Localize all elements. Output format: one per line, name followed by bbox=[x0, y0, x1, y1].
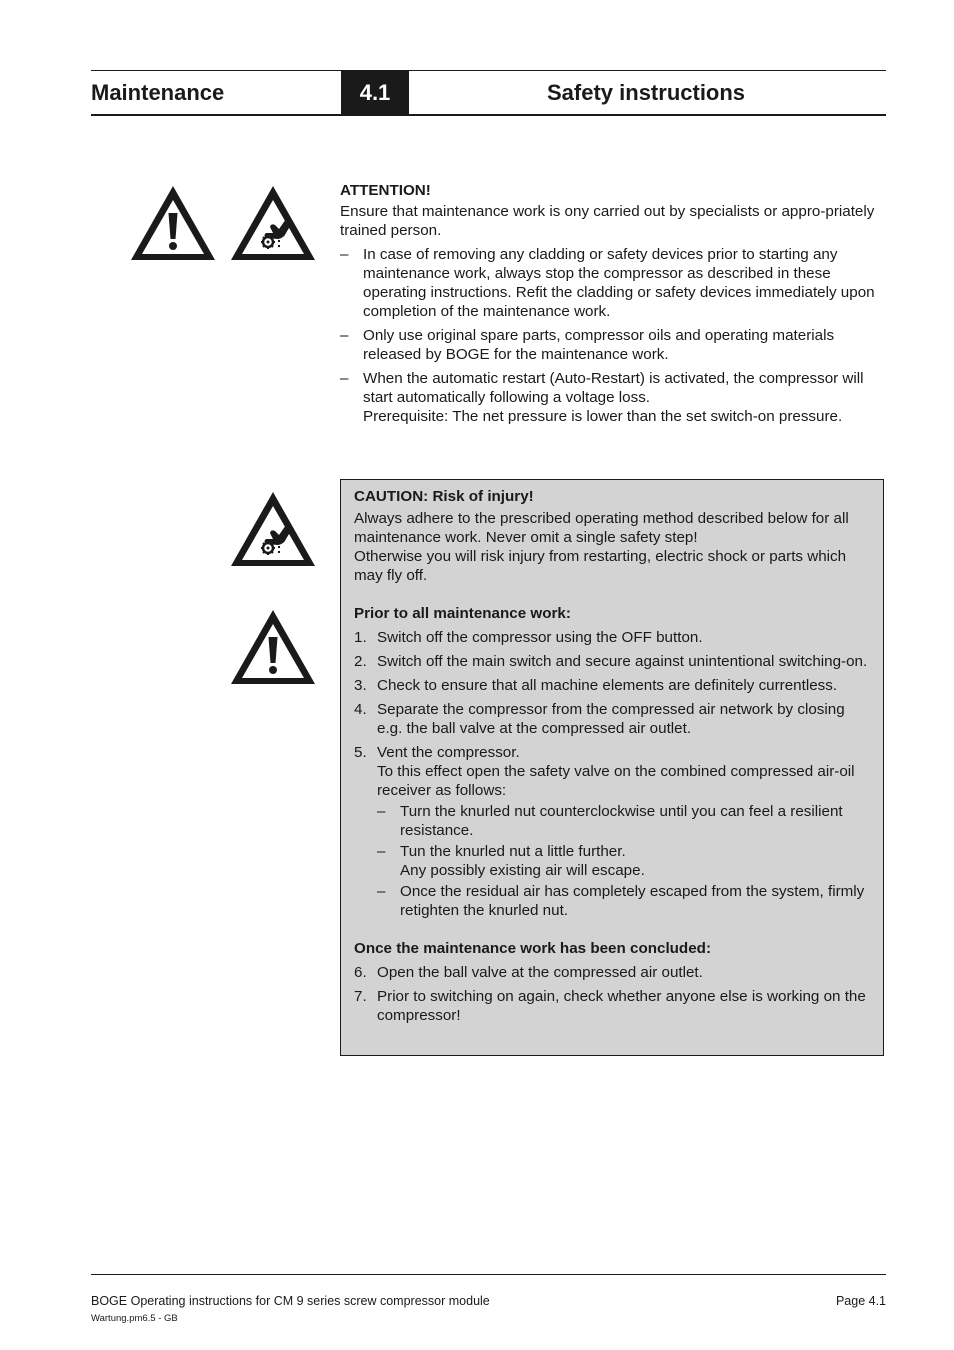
list-item: – Only use original spare parts, compressor oils and operating materials released by BOGE for the maintenance work. bbox=[340, 326, 880, 364]
footer-rule bbox=[91, 1274, 886, 1275]
list-item: 2. Switch off the main switch and secure against unintentional switching-on. bbox=[354, 653, 868, 670]
header-bottom-rule bbox=[91, 114, 886, 116]
footer-document-title: BOGE Operating instructions for CM 9 series screw compressor module bbox=[91, 1294, 490, 1308]
list-item: – When the automatic restart (Auto-Restart) is activated, the compressor will start automatically following a voltage loss. Prerequisite: The net pressure is lower than the set switch-on pressure. bbox=[340, 369, 880, 426]
list-item: 3. Check to ensure that all machine elements are definitely currentless. bbox=[354, 677, 838, 694]
warning-exclamation-icon bbox=[128, 183, 218, 263]
list-item: – In case of removing any cladding or safety devices prior to starting any maintenance work, always stop the compressor as described in these operating instructions. Refit the cladding or safety devices immediately upon completion of the maintenance work. bbox=[340, 245, 880, 321]
warning-exclamation-icon bbox=[228, 607, 318, 687]
caution-heading: CAUTION: Risk of injury! bbox=[354, 488, 534, 505]
list-item: 5. Vent the compressor. To this effect open the safety valve on the combined compressed air-oil receiver as follows: – Turn the knurled nut counterclockwise until you can feel a resilient resistance. – Tun the knurled nut a little further. Any possibly existing air will escape. – Once the residual air has completely escaped from the system, firmly retighten the knurled nut. bbox=[354, 743, 870, 920]
caution-text-2: Otherwise you will risk injury from restarting, electric shock or parts which may fly off. bbox=[354, 548, 847, 584]
list-item: – Once the residual air has completely escaped from the system, firmly retighten the knurled nut. bbox=[377, 882, 870, 920]
caution-box bbox=[340, 479, 884, 1056]
attention-heading: ATTENTION! bbox=[340, 182, 431, 199]
list-item: 6. Open the ball valve at the compressed air outlet. bbox=[354, 964, 703, 981]
footer-page-number: Page 4.1 bbox=[835, 1294, 886, 1308]
section-title: Safety instructions bbox=[547, 80, 746, 105]
chapter-title: Maintenance bbox=[91, 80, 225, 105]
vent-substeps-list bbox=[377, 802, 870, 920]
header-top-rule bbox=[91, 70, 886, 71]
list-item: – Tun the knurled nut a little further. Any possibly existing air will escape. bbox=[377, 842, 870, 880]
after-steps-list bbox=[354, 963, 870, 1025]
list-item: – Turn the knurled nut counterclockwise until you can feel a resilient resistance. bbox=[377, 802, 870, 840]
list-item: 4. Separate the compressor from the compressed air network by closing e.g. the ball valve at the compressed air outlet. bbox=[354, 701, 845, 737]
warning-hand-rotating-parts-icon bbox=[228, 489, 318, 569]
list-item: 1. Switch off the compressor using the OFF button. bbox=[354, 629, 703, 646]
step5-detail: To this effect open the safety valve on the combined compressed air-oil receiver as follows: bbox=[377, 763, 855, 799]
list-item: 7. Prior to switching on again, check whether anyone else is working on the compressor! bbox=[354, 988, 866, 1024]
section-number-badge: 4.1 bbox=[341, 70, 409, 115]
after-heading: Once the maintenance work has been concluded: bbox=[354, 940, 711, 957]
attention-list bbox=[340, 245, 880, 426]
prerequisite-note: Prerequisite: The net pressure is lower than the set switch-on pressure. bbox=[363, 408, 843, 425]
footer-file-ref: Wartung.pm6.5 - GB bbox=[91, 1313, 178, 1324]
attention-intro: Ensure that maintenance work is ony carried out by specialists or appro-priately trained person. bbox=[340, 203, 875, 239]
attention-block bbox=[340, 181, 880, 426]
warning-hand-rotating-parts-icon bbox=[228, 183, 318, 263]
prior-heading: Prior to all maintenance work: bbox=[354, 605, 571, 622]
caution-text-1: Always adhere to the prescribed operating method described below for all maintenance work. Never omit a single safety step! bbox=[354, 510, 849, 546]
prior-steps-list bbox=[354, 628, 870, 920]
